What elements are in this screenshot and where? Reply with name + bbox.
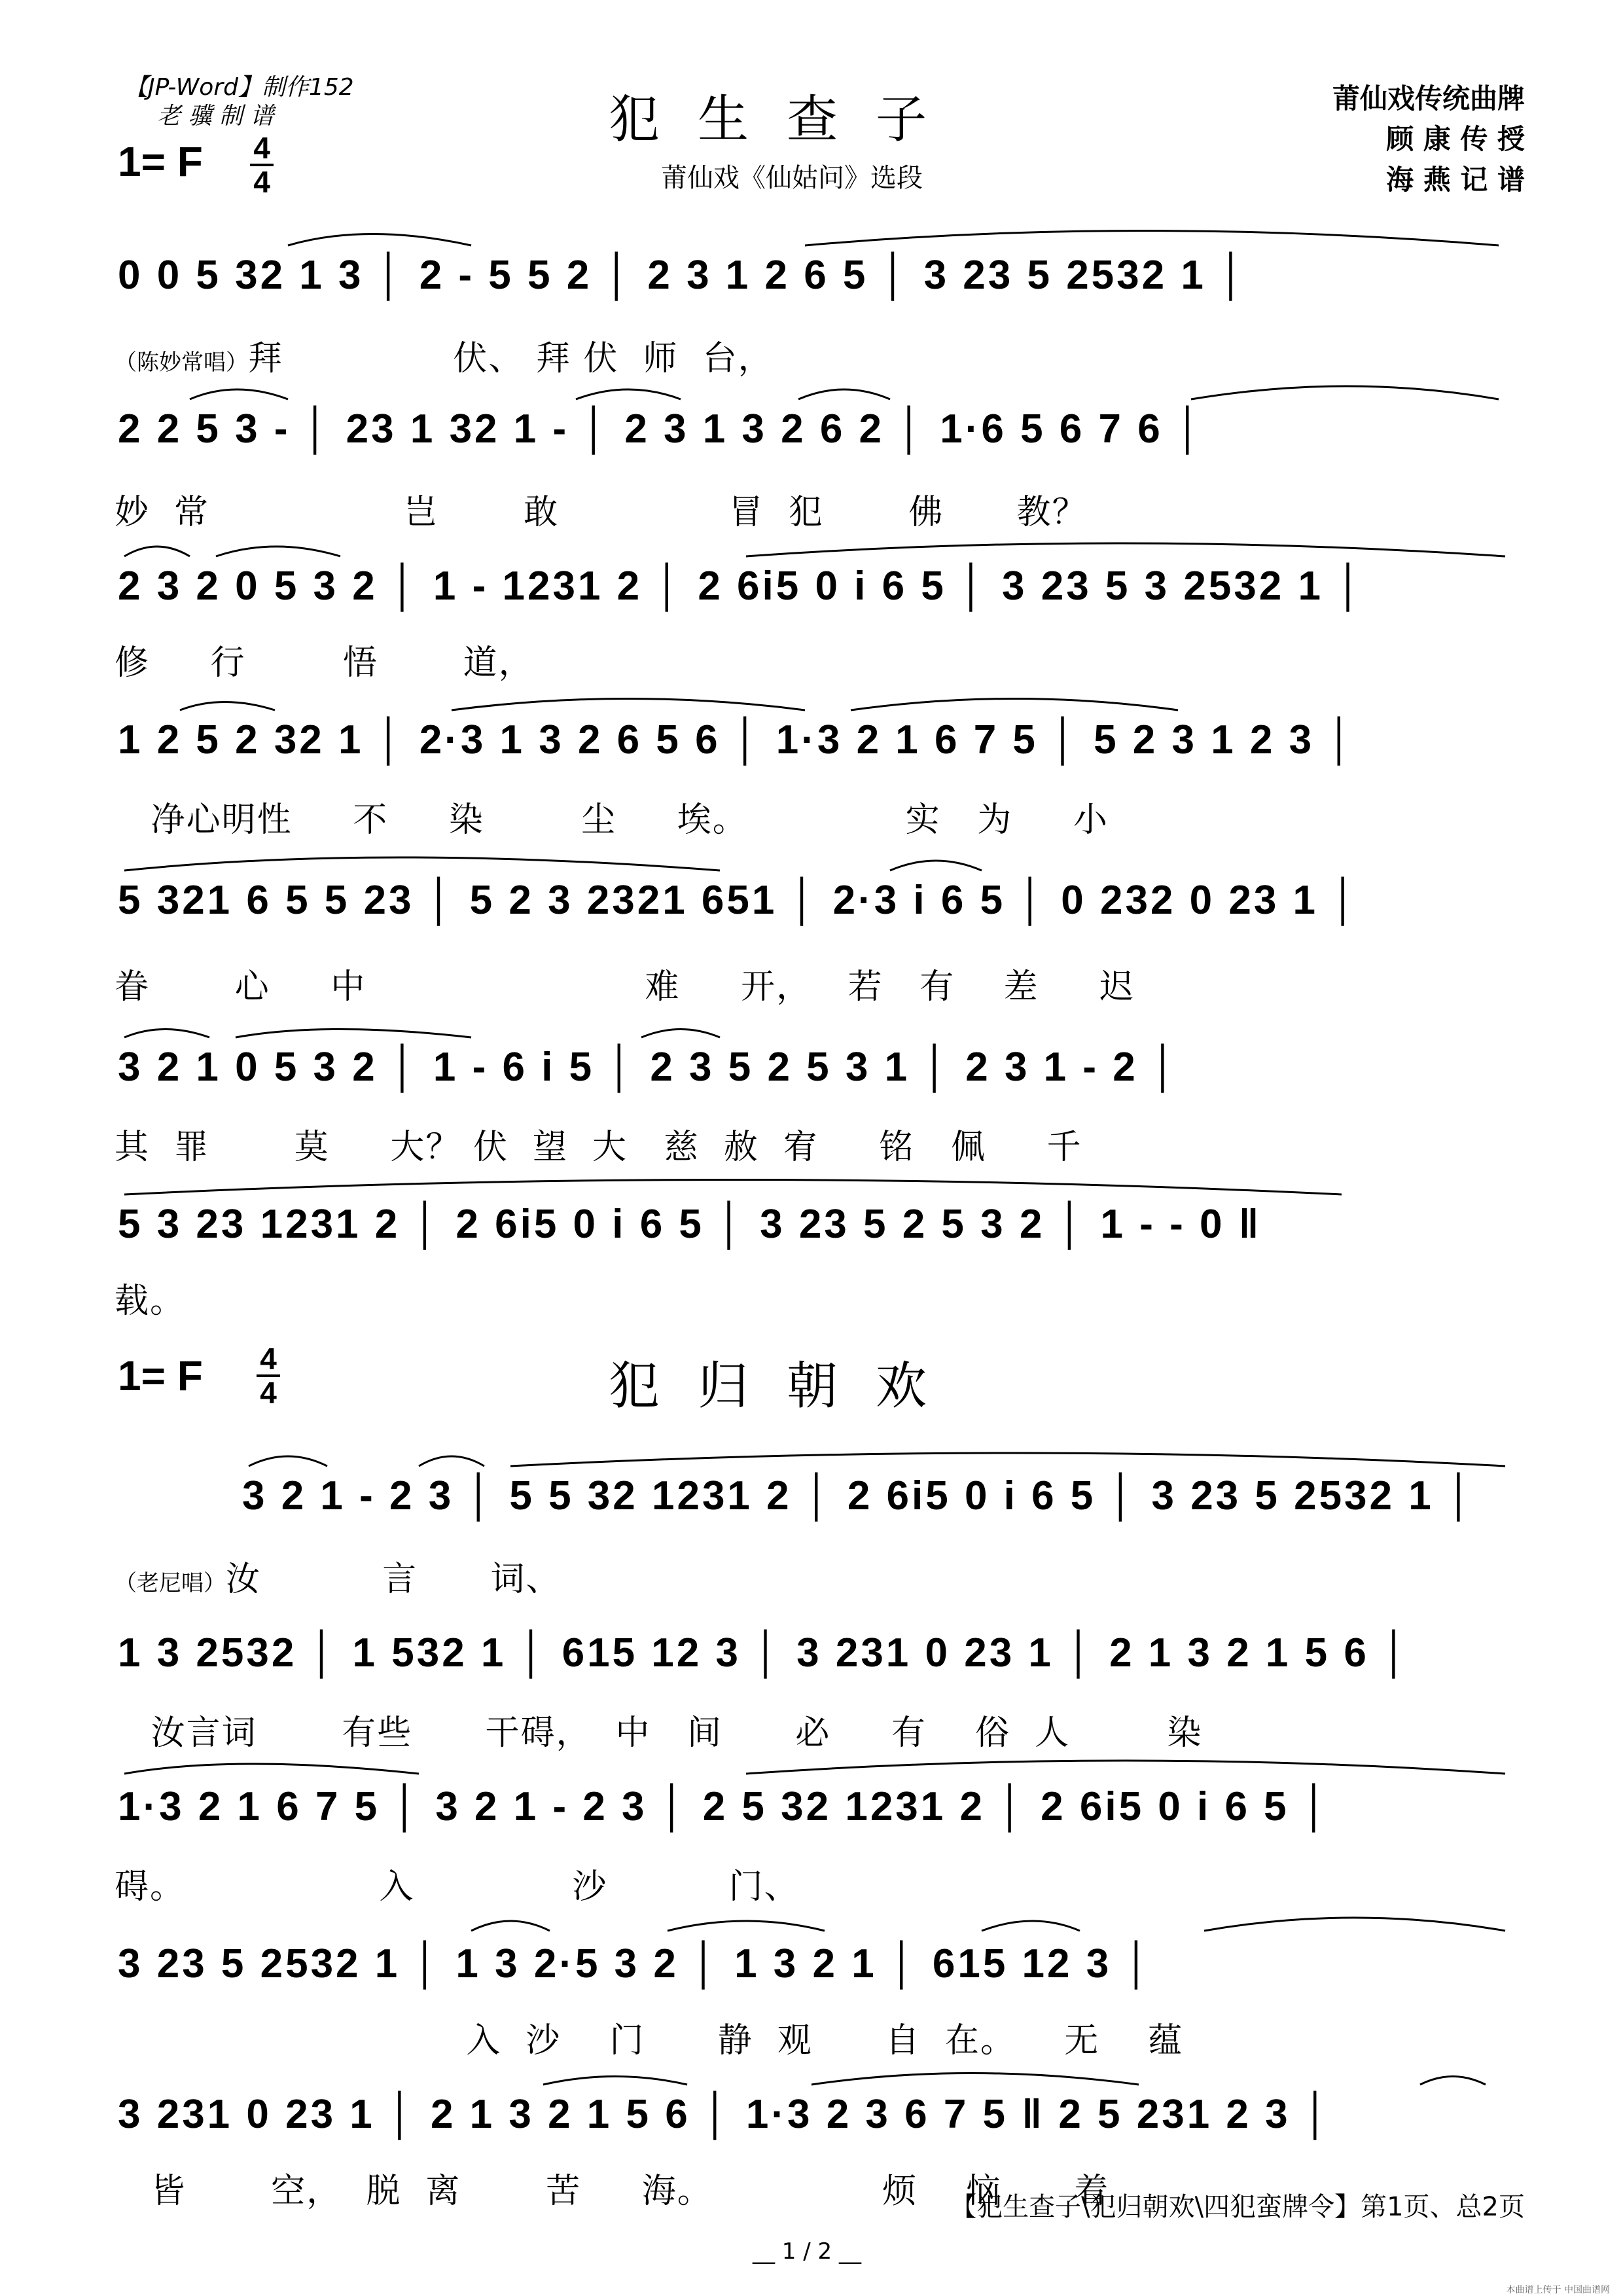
- notes-row-5: 5 321 6 5 5 23 │ 5 2 3 2321 651 │ 2·3 i 6 5 │ 0 232 0 23 1 │: [118, 878, 1360, 923]
- meter-bottom-2: 4: [260, 1376, 277, 1410]
- meter-top: 4: [253, 131, 270, 165]
- credit-line-3: 海 燕 记 谱: [1386, 164, 1525, 196]
- lyrics-row-7: 载。: [115, 1282, 186, 1321]
- credits-block: [1332, 79, 1525, 200]
- notes-row-7: 5 3 23 1231 2 │ 2 6i5 0 i 6 5 │ 3 23 5 2 5 3 2 │ 1 - - 0 ‖: [118, 1202, 1262, 1247]
- key-signature: 1= F: [118, 138, 203, 185]
- lyrics-row-1: [115, 331, 1528, 380]
- page-number: __ 1 / 2 __: [753, 2238, 861, 2265]
- notes-row-1: 0 0 5 32 1 3 │ 2 - 5 5 2 │ 2 3 1 2 6 5 │ 3 23 5 2532 1 │: [118, 253, 1248, 298]
- notes-row-6: 3 2 1 0 5 3 2 │ 1 - 6 i 5 │ 2 3 5 2 5 3 1 │ 2 3 1 - 2 │: [118, 1045, 1180, 1090]
- notes-row-4: 1 2 5 2 32 1 │ 2·3 1 3 2 6 5 6 │ 1·3 2 1 6 7 5 │ 5 2 3 1 2 3 │: [118, 717, 1357, 762]
- page-title: 犯生查子: [609, 90, 965, 149]
- credit-line-1: 莆仙戏传统曲牌: [1332, 82, 1525, 115]
- notes-row-11: 3 23 5 2532 1 │ 1 3 2·5 3 2 │ 1 3 2 1 │ 615 12 3 │: [118, 1941, 1154, 1986]
- notes-row-3: 2 3 2 0 5 3 2 │ 1 - 1231 2 │ 2 6i5 0 i 6 5 │ 3 23 5 3 2532 1 │: [118, 564, 1365, 609]
- notes-row-2: 2 2 5 3 - │ 23 1 32 1 - │ 2 3 1 3 2 6 2 │ 1·6 5 6 7 6 │: [118, 406, 1205, 452]
- lyrics-row-2: 妙 常 岂 敢 冒 犯 佛 教？: [115, 493, 1088, 532]
- lyrics-row-11: 入 沙 门 静 观 自 在。 无 蕴: [115, 2021, 1184, 2060]
- credit-line-2: 顾 康 传 授: [1386, 123, 1525, 155]
- notes-row-8: 3 2 1 - 2 3 │ 5 5 32 1231 2 │ 2 6i5 0 i 6 5 │ 3 23 5 2532 1 │: [242, 1473, 1476, 1518]
- watermark: 本曲谱上传于 中国曲谱网: [1506, 2285, 1610, 2295]
- singer-label-2: （老尼唱）: [115, 1570, 226, 1596]
- singer-label: （陈妙常唱）: [115, 350, 248, 376]
- time-signature-2: [255, 1342, 281, 1410]
- footer-text: 【犯生查子\犯归朝欢\四犯蛮牌令】第1页、总2页: [950, 2192, 1525, 2222]
- lyric-text: 拜 伏、 拜 伏 师 台，: [248, 339, 774, 378]
- lyrics-row-8: [115, 1551, 1528, 1600]
- lyrics-row-9: 汝言词 有些 干碍， 中 间 必 有 俗 人 染: [115, 1713, 1203, 1753]
- lyrics-row-4: 净心明性 不 染 尘 埃。 实 为 小: [115, 800, 1109, 840]
- lyric-text: 汝 言 词、: [226, 1560, 562, 1599]
- notes-row-9: 1 3 2532 │ 1 532 1 │ 615 12 3 │ 3 231 0 23 1 │ 2 1 3 2 1 5 6 │: [118, 1630, 1411, 1676]
- lyrics-row-6: 其 罪 莫 大？ 伏 望 大 慈 赦 宥 铭 佩 千: [115, 1128, 1082, 1167]
- maker-line-2: 老 骥 制 谱: [157, 103, 274, 130]
- section-2-title: 犯归朝欢: [609, 1357, 965, 1416]
- lyrics-row-5: 眷 心 中 难 开， 若 有 差 迟: [115, 967, 1135, 1007]
- maker-line-1: 【JP-Word】制作152: [124, 74, 354, 101]
- meter-top-2: 4: [260, 1342, 277, 1376]
- key-signature-2: 1= F: [118, 1352, 203, 1399]
- notes-row-12: 3 231 0 23 1 │ 2 1 3 2 1 5 6 │ 1·3 2 3 6 7 5 ‖ 2 5 231 2 3 │: [118, 2092, 1332, 2137]
- lyrics-row-12: 皆 空， 脱 离 苦 海。 烦 恼 着: [115, 2172, 1110, 2211]
- lyrics-row-3: 修 行 悟 道，: [115, 643, 534, 683]
- maker-credit: [124, 73, 354, 131]
- time-signature: [249, 131, 275, 199]
- meter-bottom: 4: [253, 165, 270, 199]
- page-subtitle: 莆仙戏《仙姑问》选段: [661, 163, 923, 193]
- notes-row-10: 1·3 2 1 6 7 5 │ 3 2 1 - 2 3 │ 2 5 32 1231 2 │ 2 6i5 0 i 6 5 │: [118, 1784, 1331, 1829]
- lyrics-row-10: 碍。 入 沙 门、: [115, 1867, 800, 1907]
